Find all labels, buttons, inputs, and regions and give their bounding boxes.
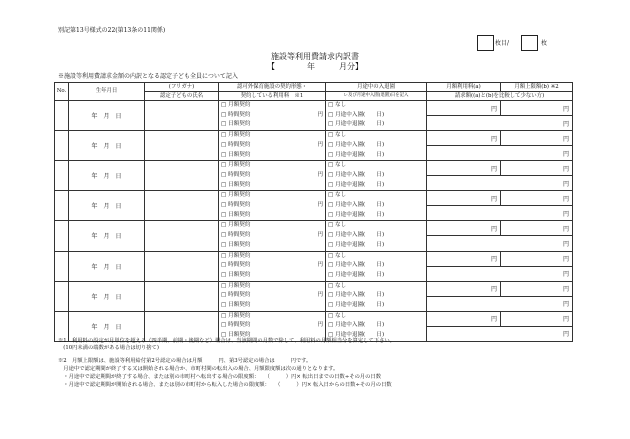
yen-label: 円 <box>317 322 323 329</box>
midway-none-checkbox[interactable]: □ なし <box>328 192 347 199</box>
contract-monthly-checkbox[interactable]: □ 月額契約 <box>221 162 251 169</box>
child-name-cell[interactable] <box>145 311 219 341</box>
contract-hourly-checkbox[interactable]: □ 時間契約 円 <box>219 111 325 121</box>
yen-label: 円 <box>562 271 569 279</box>
table-row <box>55 101 573 116</box>
claim-cell[interactable] <box>427 206 573 221</box>
contract-monthly-checkbox[interactable]: □ 月額契約 <box>221 102 251 108</box>
limit-b-cell[interactable] <box>501 311 573 326</box>
contract-hourly-checkbox[interactable]: □ 時間契約 円 <box>219 141 325 151</box>
yen-label: 円 <box>490 225 497 233</box>
header-midway-1: 月途中の入退園 <box>326 83 427 92</box>
contract-cell <box>219 221 326 251</box>
contract-hourly-checkbox[interactable]: □ 時間契約 円 <box>219 231 325 241</box>
header-fee-a: 月額利用料(a) <box>427 83 501 92</box>
midway-enter-checkbox[interactable]: □ 月途中入園( 日) <box>328 202 385 209</box>
birth-date-cell[interactable] <box>69 161 145 191</box>
fee-a-cell[interactable] <box>427 311 501 326</box>
child-name-cell[interactable] <box>145 101 219 131</box>
claim-cell[interactable] <box>427 326 573 341</box>
contract-monthly-checkbox[interactable]: □ 月額契約 <box>221 192 251 199</box>
claim-cell[interactable] <box>427 296 573 311</box>
fee-a-cell[interactable] <box>427 191 501 206</box>
contract-cell <box>219 251 326 281</box>
note-line: ※1 利用料の設定が月単位を超える（四半期、前期・後期など）場合は、当該期間の月数で除して、利用料の月額相当分を算定して下さい。 <box>58 338 395 344</box>
midway-cell <box>326 221 427 251</box>
midway-exit-checkbox[interactable]: □ 月途中退園( 日) <box>328 211 385 218</box>
birth-date-cell[interactable] <box>69 191 145 221</box>
midway-cell <box>326 161 427 191</box>
yen-label: 円 <box>562 301 569 309</box>
yen-label: 円 <box>490 165 497 173</box>
midway-exit-checkbox[interactable]: □ 月途中退園( 日) <box>328 332 385 339</box>
contract-daily-checkbox[interactable]: □ 日額契約 <box>221 181 251 188</box>
contract-cell <box>219 161 326 191</box>
table-row <box>55 251 573 266</box>
midway-enter-checkbox[interactable]: □ 月途中入園( 日) <box>328 322 385 329</box>
row-no-cell[interactable] <box>55 191 69 221</box>
midway-none-checkbox[interactable]: □ なし <box>328 132 347 139</box>
midway-none-checkbox[interactable]: □ なし <box>328 162 347 169</box>
midway-cell <box>326 131 427 161</box>
note-line: ・月途中で認定期間が開始される場合、または別の市町村から転入した場合の限度額： （ ）円× 転入日からの日数÷その月の日数 <box>58 382 392 388</box>
midway-exit-checkbox[interactable]: □ 月途中退園( 日) <box>328 151 385 158</box>
midway-none-checkbox[interactable]: □ なし <box>328 312 347 319</box>
yen-label: 円 <box>490 195 497 203</box>
birth-date-cell[interactable] <box>69 251 145 281</box>
contract-daily-checkbox[interactable]: □ 日額契約 <box>221 121 251 128</box>
row-no-cell[interactable] <box>55 161 69 191</box>
claim-cell[interactable] <box>427 266 573 281</box>
table-row <box>55 221 573 236</box>
limit-b-cell[interactable] <box>501 191 573 206</box>
page-title: 施設等利用費請求内訳書 <box>271 52 359 61</box>
contract-cell <box>219 191 326 221</box>
sheet-unit-label: 枚目/ <box>495 40 510 47</box>
contract-cell <box>219 131 326 161</box>
birth-date-label: 年 月 日 <box>91 263 122 271</box>
header-kana: (フリガナ) <box>145 83 219 92</box>
limit-b-cell[interactable] <box>501 131 573 146</box>
contract-daily-checkbox[interactable]: □ 日額契約 <box>221 271 251 278</box>
midway-cell <box>326 191 427 221</box>
contract-monthly-checkbox[interactable]: □ 月額契約 <box>221 222 251 229</box>
fee-a-cell[interactable] <box>427 131 501 146</box>
limit-b-cell[interactable] <box>501 101 573 116</box>
note-line: 月途中で認定期間が終了する又は開始される場合か、市町村間の転出入の場合、月額限度額は次の通りとなります。 <box>58 366 339 372</box>
birth-date-label: 年 月 日 <box>91 293 122 301</box>
birth-date-cell[interactable] <box>69 221 145 251</box>
row-no-cell[interactable] <box>55 281 69 311</box>
midway-enter-checkbox[interactable]: □ 月途中入園( 日) <box>328 262 385 269</box>
birth-date-label: 年 月 日 <box>91 233 122 241</box>
row-no-cell[interactable] <box>55 221 69 251</box>
yen-label: 円 <box>562 195 569 203</box>
midway-none-checkbox[interactable]: □ なし <box>328 282 347 289</box>
yen-label: 円 <box>562 150 569 158</box>
contract-hourly-checkbox[interactable]: □ 時間契約 円 <box>219 291 325 301</box>
fee-a-cell[interactable] <box>427 221 501 236</box>
yen-label: 円 <box>317 292 323 299</box>
note-line: (10円未満の端数がある場合は切り捨て) <box>58 345 159 351</box>
fee-a-cell[interactable] <box>427 251 501 266</box>
yen-label: 円 <box>562 180 569 188</box>
midway-cell <box>326 251 427 281</box>
child-name-cell[interactable] <box>145 191 219 221</box>
claim-cell[interactable] <box>427 236 573 251</box>
header-contract-2: 契約している利用料 ※1 <box>219 92 326 101</box>
child-name-cell[interactable] <box>145 161 219 191</box>
row-no-cell[interactable] <box>55 101 69 131</box>
form-id: 別記第13号様式の22(第13条の11関係) <box>58 27 166 34</box>
yen-label: 円 <box>562 120 569 128</box>
yen-label: 円 <box>317 232 323 239</box>
contract-monthly-checkbox[interactable]: □ 月額契約 <box>221 132 251 139</box>
contract-daily-checkbox[interactable]: □ 日額契約 <box>221 302 251 309</box>
sheet-total-unit: 枚 <box>541 40 548 47</box>
contract-monthly-checkbox[interactable]: □ 月額契約 <box>221 252 251 259</box>
header-contract-1: 認可外保育施設の契約形態・ <box>219 83 326 92</box>
claim-cell[interactable] <box>427 146 573 161</box>
contract-daily-checkbox[interactable]: □ 日額契約 <box>221 332 251 339</box>
claim-cell[interactable] <box>427 116 573 131</box>
contract-monthly-checkbox[interactable]: □ 月額契約 <box>221 282 251 289</box>
birth-date-label: 年 月 日 <box>91 143 122 151</box>
midway-cell <box>326 101 427 131</box>
yen-label: 円 <box>317 111 323 118</box>
header-claim: 請求額((a)と(b)を比較して少ない方) <box>427 92 573 101</box>
yen-label: 円 <box>562 105 569 113</box>
contract-cell <box>219 101 326 131</box>
midway-enter-checkbox[interactable]: □ 月途中入園( 日) <box>328 171 385 178</box>
yen-label: 円 <box>317 262 323 269</box>
yen-label: 円 <box>562 316 569 324</box>
midway-exit-checkbox[interactable]: □ 月途中退園( 日) <box>328 302 385 309</box>
birth-date-cell[interactable] <box>69 281 145 311</box>
claim-cell[interactable] <box>427 176 573 191</box>
yen-label: 円 <box>562 286 569 294</box>
contract-hourly-checkbox[interactable]: □ 時間契約 円 <box>219 321 325 331</box>
claim-table <box>54 82 573 342</box>
row-no-cell[interactable] <box>55 131 69 161</box>
contract-daily-checkbox[interactable]: □ 日額契約 <box>221 211 251 218</box>
note-line: ※2 月額上限額は、施設等利用給付第2号認定の場合は月額 円、第3号認定の場合は 円です。 <box>58 358 312 364</box>
table-row <box>55 281 573 296</box>
contract-cell <box>219 281 326 311</box>
midway-exit-checkbox[interactable]: □ 月途中退園( 日) <box>328 181 385 188</box>
yen-label: 円 <box>562 256 569 264</box>
sheet-total-box[interactable] <box>521 35 538 51</box>
period-line: 【 年 月分】 <box>267 62 363 71</box>
yen-label: 円 <box>317 141 323 148</box>
midway-none-checkbox[interactable]: □ なし <box>328 102 347 108</box>
yen-label: 円 <box>490 105 497 113</box>
limit-b-cell[interactable] <box>501 221 573 236</box>
midway-enter-checkbox[interactable]: □ 月途中入園( 日) <box>328 141 385 148</box>
child-name-cell[interactable] <box>145 251 219 281</box>
midway-exit-checkbox[interactable]: □ 月途中退園( 日) <box>328 241 385 248</box>
child-name-cell[interactable] <box>145 131 219 161</box>
birth-date-cell[interactable] <box>69 101 145 131</box>
contract-daily-checkbox[interactable]: □ 日額契約 <box>221 241 251 248</box>
midway-enter-checkbox[interactable]: □ 月途中入園( 日) <box>328 292 385 299</box>
header-no: No. <box>55 83 69 101</box>
midway-none-checkbox[interactable]: □ なし <box>328 222 347 229</box>
header-birth: 生年月日 <box>69 83 145 101</box>
yen-label: 円 <box>317 171 323 178</box>
contract-hourly-checkbox[interactable]: □ 時間契約 円 <box>219 201 325 211</box>
yen-label: 円 <box>490 286 497 294</box>
birth-date-label: 年 月 日 <box>91 113 122 121</box>
fee-a-cell[interactable] <box>427 161 501 176</box>
yen-label: 円 <box>490 135 497 143</box>
yen-label: 円 <box>562 165 569 173</box>
note-line: ・月途中で認定期間が終了する場合、または別の市町村へ転出する場合の限度額： （ ）円× 転出日までの日数÷その月の日数 <box>58 374 382 380</box>
fee-a-cell[interactable] <box>427 281 501 296</box>
yen-label: 円 <box>562 225 569 233</box>
birth-date-label: 年 月 日 <box>91 323 122 331</box>
midway-enter-checkbox[interactable]: □ 月途中入園( 日) <box>328 232 385 239</box>
contract-cell <box>219 311 326 341</box>
child-name-cell[interactable] <box>145 281 219 311</box>
birth-date-label: 年 月 日 <box>91 203 122 211</box>
birth-date-cell[interactable] <box>69 131 145 161</box>
yen-label: 円 <box>490 256 497 264</box>
yen-label: 円 <box>490 316 497 324</box>
birth-date-cell[interactable] <box>69 311 145 341</box>
limit-b-cell[interactable] <box>501 161 573 176</box>
sheet-number-box[interactable] <box>477 35 494 51</box>
table-row <box>55 191 573 206</box>
yen-label: 円 <box>562 331 569 339</box>
yen-label: 円 <box>317 202 323 209</box>
row-no-cell[interactable] <box>55 311 69 341</box>
row-no-cell[interactable] <box>55 251 69 281</box>
yen-label: 円 <box>562 241 569 249</box>
contract-monthly-checkbox[interactable]: □ 月額契約 <box>221 312 251 319</box>
contract-daily-checkbox[interactable]: □ 日額契約 <box>221 151 251 158</box>
header-limit-b: 月額上限額(b) ※2 <box>501 83 573 92</box>
midway-enter-checkbox[interactable]: □ 月途中入園( 日) <box>328 111 385 118</box>
intro-note: ※施設等利用費請求金額の内訳となる認定子ども全員について記入 <box>58 73 238 80</box>
contract-hourly-checkbox[interactable]: □ 時間契約 円 <box>219 171 325 181</box>
limit-b-cell[interactable] <box>501 281 573 296</box>
birth-date-label: 年 月 日 <box>91 173 122 181</box>
header-child-name: 認定子どもの氏名 <box>145 92 219 101</box>
header-midway-2: レ及び月途中入園(退園)日を記入 <box>326 92 427 101</box>
midway-exit-checkbox[interactable]: □ 月途中退園( 日) <box>328 121 385 128</box>
header-note2: ※2 <box>550 83 559 90</box>
yen-label: 円 <box>562 135 569 143</box>
table-row <box>55 311 573 326</box>
midway-none-checkbox[interactable]: □ なし <box>328 252 347 259</box>
fee-a-cell[interactable] <box>427 101 501 116</box>
table-row <box>55 131 573 146</box>
midway-cell <box>326 281 427 311</box>
midway-cell <box>326 311 427 341</box>
child-name-cell[interactable] <box>145 221 219 251</box>
limit-b-cell[interactable] <box>501 251 573 266</box>
table-row <box>55 161 573 176</box>
midway-exit-checkbox[interactable]: □ 月途中退園( 日) <box>328 271 385 278</box>
contract-hourly-checkbox[interactable]: □ 時間契約 円 <box>219 261 325 271</box>
yen-label: 円 <box>562 210 569 218</box>
